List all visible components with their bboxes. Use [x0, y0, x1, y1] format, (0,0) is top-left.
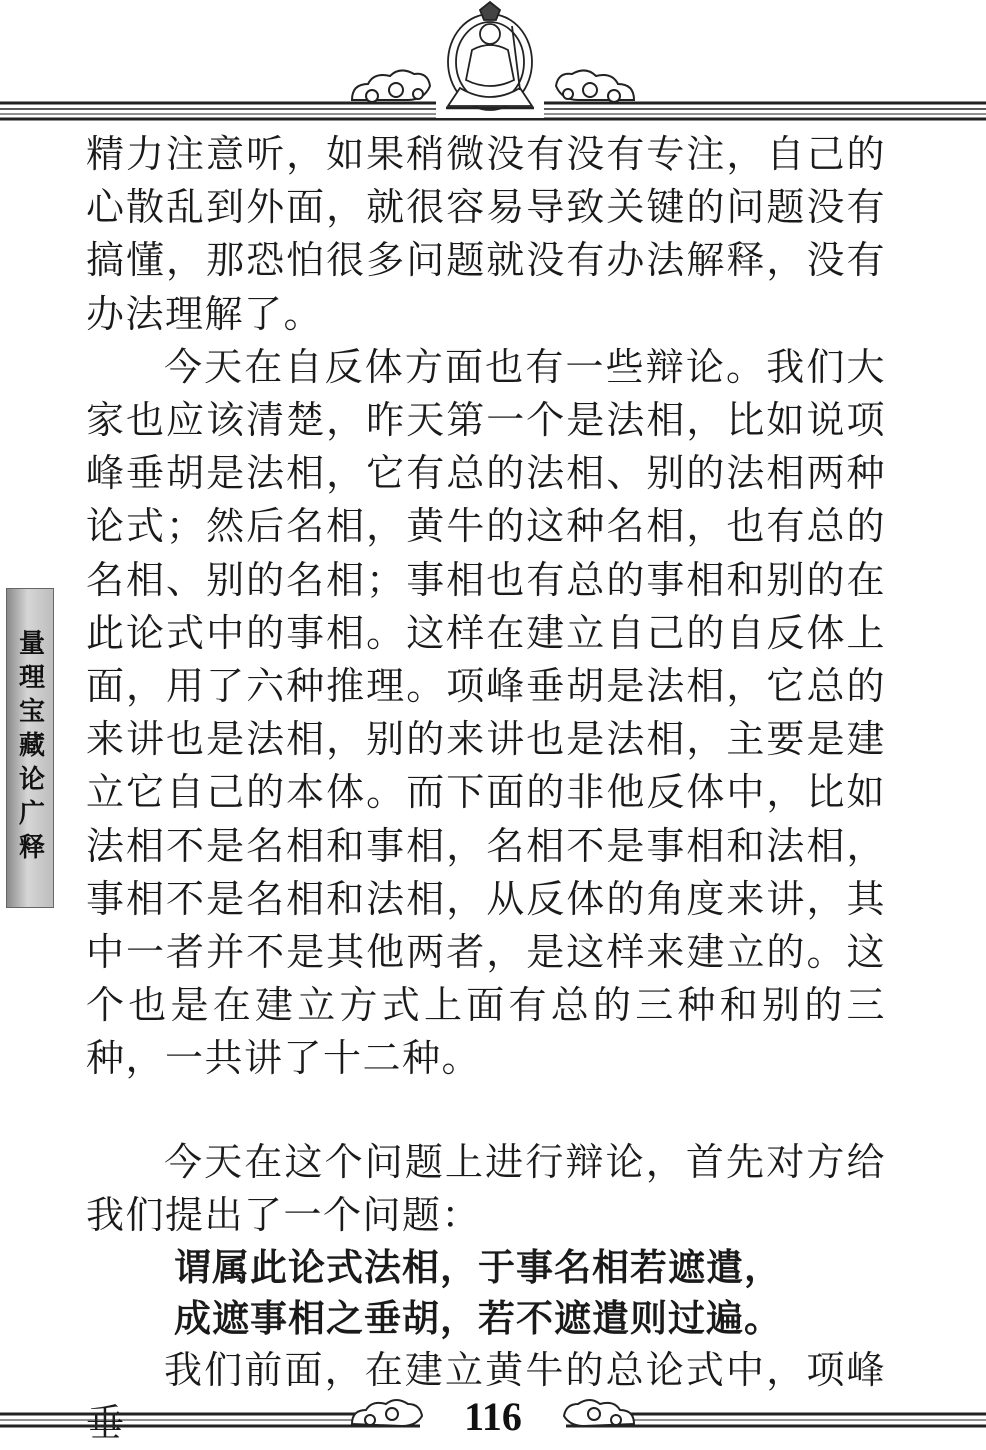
main-text [86, 128, 886, 1450]
paragraph: 我们前面，在建立黄牛的总论式中，项峰垂 [86, 1348, 886, 1446]
footer-cloud-left-icon [352, 1400, 422, 1426]
cloud-scroll-right-icon [556, 70, 634, 102]
cloud-scroll-left-icon [352, 70, 430, 102]
header-ornament [0, 0, 986, 130]
side-tab [6, 588, 54, 908]
paragraph-gap [86, 1086, 886, 1136]
verse-line: 谓属此论式法相，于事名相若遮遣， [174, 1246, 782, 1290]
verse-line: 成遮事相之垂胡，若不遮遣则过遍。 [174, 1297, 782, 1341]
page-number: 116 [464, 1394, 522, 1439]
paragraph: 今天在自反体方面也有一些辩论。我们大家也应该清楚，昨天第一个是法相，比如说项峰垂胡是法相，它有总的法相、别的法相两种论式；然后名相，黄牛的这种名相，也有总的名相、别的名相；事相也有总的事相和别的在此论式中的事相。这样在建立自己的自反体上面，用了六种推理。项峰垂胡是法相，它总的来讲也是法相，别的来讲也是法相，主要是建立它自己的本体。而下面的非他反体中，比如法相不是名相和事相，名相不是事相和法相，事相不是名相和法相，从反体的角度来讲，其中一者并不是其他两者，是这样来建立的。这个也是在建立方式上面有总的三种和别的三种，一共讲了十二种。 [86, 344, 886, 1081]
deity-figure-icon [436, 2, 544, 118]
paragraph: 精力注意听，如果稍微没有没有专注，自己的心散乱到外面，就很容易导致关键的问题没有搞懂，那恐怕很多问题就没有办法解释，没有办法理解了。 [86, 132, 886, 336]
footer-cloud-right-icon [564, 1400, 634, 1426]
side-tab-title: 量理宝藏论广释 [14, 629, 45, 867]
paragraph: 今天在这个问题上进行辩论，首先对方给我们提出了一个问题： [86, 1139, 886, 1237]
